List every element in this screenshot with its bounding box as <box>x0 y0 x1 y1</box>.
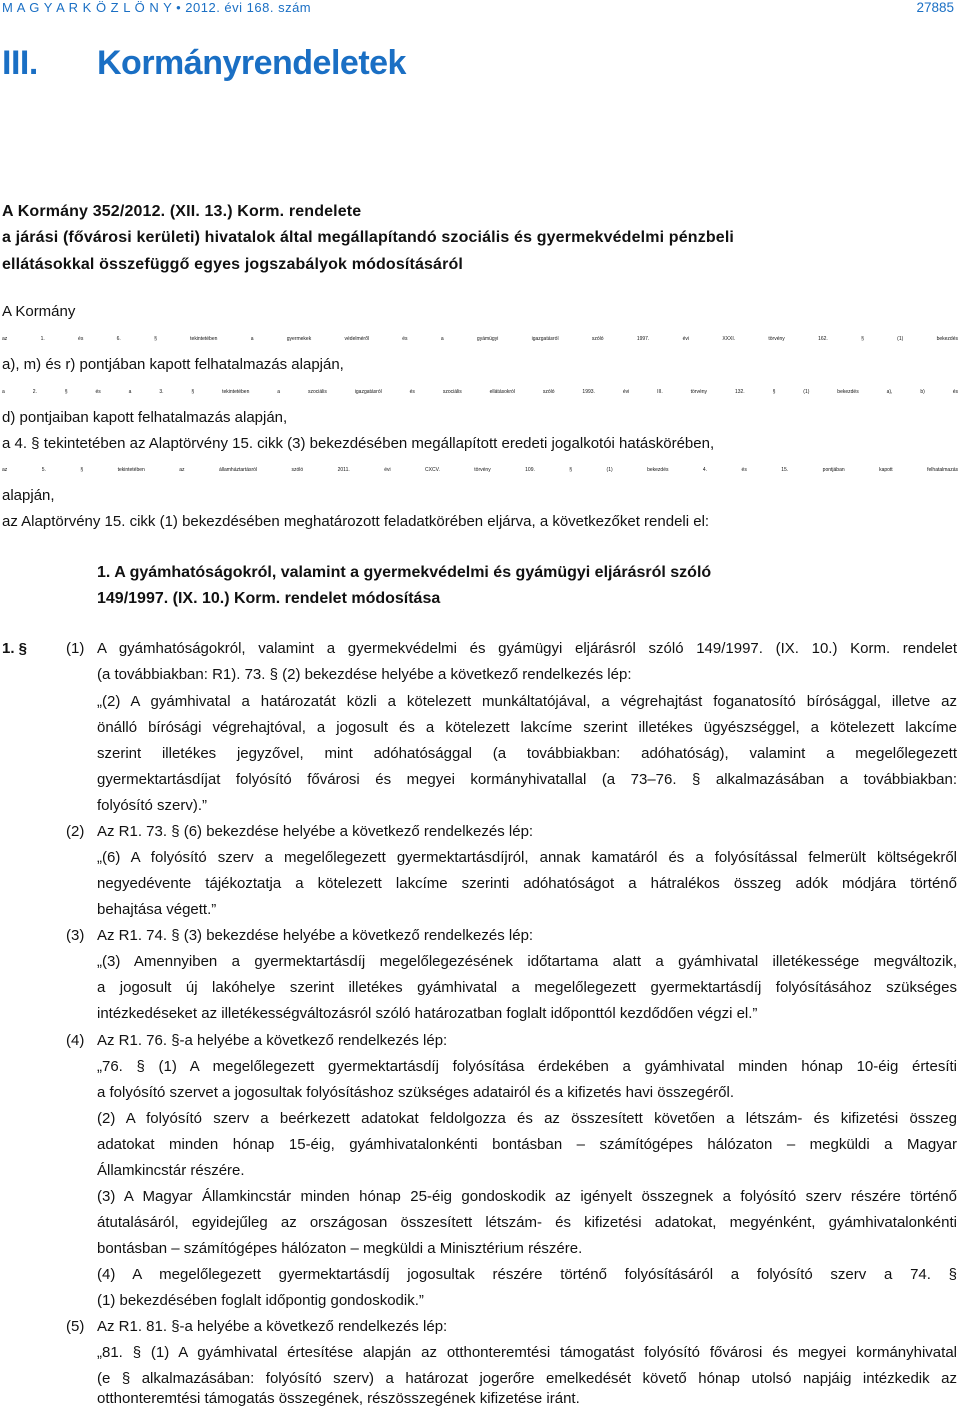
quoted-text-line: „(2) A gyámhivatal a határozatát közli a kötelezett munkáltatójával, a végrehajtást foganatosító bírósággal, illetve az <box>97 693 957 710</box>
preamble-line: a 2. § és a 3. § tekintetében a szociális igazgatásról és szociális ellátásokról szóló 1993. évi III. törvény 132. § (1) bekezdés a), b) és <box>2 389 958 395</box>
paragraph-mark: (5) <box>66 1318 85 1335</box>
preamble-line: az 5. § tekintetében az államháztartásról szóló 2011. évi CXCV. törvény 109. § (1) bekezdés 4. és 15. pontjában kapott felhatalmazás <box>2 467 958 473</box>
paragraph-mark: (4) <box>66 1032 85 1049</box>
quoted-text-line: behajtása végett.” <box>97 901 217 918</box>
article-number: 1. § <box>2 640 28 657</box>
quoted-text-line: a jogosult új lakóhelye szerint illetékes gyámhivatal a megelőlegezett gyermektartásdíj folyósításához szükséges <box>97 979 957 996</box>
quoted-text-line: (e § alkalmazásában: folyósító szerv) a határozat jogerőre emelkedését követő hónap utolsó napjáig intézkedik az <box>97 1370 957 1387</box>
paragraph-line: Az R1. 81. §-a helyébe a következő rendelkezés lép: <box>97 1318 448 1335</box>
chapter-heading-line-1: 1. A gyámhatóságokról, valamint a gyermekvédelmi és gyámügyi eljárásról szóló <box>97 564 712 581</box>
page-header <box>2 0 954 16</box>
preamble-line: a 4. § tekintetében az Alaptörvény 15. cikk (3) bekezdésében megállapított eredeti jogalkotói hatáskörében, <box>2 435 715 452</box>
preamble-line: a), m) és r) pontjában kapott felhatalmazás alapján, <box>2 356 344 373</box>
quoted-text-line: Államkincstár részére. <box>97 1162 245 1179</box>
page-number: 27885 <box>916 0 954 15</box>
quoted-text-line: szerint illetékes jegyzővel, mint adóhatósággal (a továbbiakban: adóhatóság), valamint a megelőlegezett <box>97 745 957 762</box>
paragraph-line: Az R1. 74. § (3) bekezdése helyébe a következő rendelkezés lép: <box>97 927 534 944</box>
quoted-text-line: negyedévente tájékoztatja a kötelezett lakcíme szerinti adóhatóságot a hátralékos összeg adók módjára történő <box>97 875 957 892</box>
paragraph-line: (a továbbiakban: R1). 73. § (2) bekezdése helyébe a következő rendelkezés lép: <box>97 666 632 683</box>
preamble-line: az 1. és 6. § tekintetében a gyermekek védelméről és a gyámügyi igazgatásról szóló 1997. évi XXXI. törvény 162. § (1) bekezdés <box>2 336 958 342</box>
paragraph-line: Az R1. 76. §-a helyébe a következő rendelkezés lép: <box>97 1032 448 1049</box>
quoted-text-line: (3) A Magyar Államkincstár minden hónap 25-éig gondoskodik az igényelt összegnek a folyósító szerv részére történő <box>97 1188 957 1205</box>
quoted-text-line: „76. § (1) A megelőlegezett gyermektartásdíj folyósítása érdekében a gyámhivatal minden hónap 10-éig értesíti <box>97 1058 957 1075</box>
quoted-text-line: gyermektartásdíjat folyósító fővárosi és megyei kormányhivatallal (a 73–76. § alkalmazásában a továbbiakban: <box>97 771 957 788</box>
quoted-text-line: otthonteremtési támogatás összegének, részösszegének kifizetése iránt. <box>97 1390 580 1407</box>
quoted-text-line: bontásban – számítógépes hálózaton – megküldi a Minisztérium részére. <box>97 1240 583 1257</box>
quoted-text-line: (2) A folyósító szerv a beérkezett adatokat feldolgozza és az összesített követően a létszám- és kifizetési összeg <box>97 1110 957 1127</box>
paragraph-mark: (2) <box>66 823 85 840</box>
quoted-text-line: (4) A megelőlegezett gyermektartásdíj jogosultak részére történő folyósításáról a folyósító szerv a 74. § <box>97 1266 957 1283</box>
section-number: III. <box>2 44 38 82</box>
paragraph-mark: (3) <box>66 927 85 944</box>
section-title: Kormányrendeletek <box>97 44 406 82</box>
preamble-line: alapján, <box>2 487 55 504</box>
paragraph-mark: (1) <box>66 640 85 657</box>
paragraph-line: A gyámhatóságokról, valamint a gyermekvédelmi és gyámügyi eljárásról szóló 149/1997. (IX. 10.) Korm. rendelet <box>97 640 957 657</box>
quoted-text-line: „81. § (1) A gyámhivatal értesítése alapján az otthonteremtési támogatást folyósító fővárosi és megyei kormányhivatal <box>97 1344 957 1361</box>
chapter-heading-line-2: 149/1997. (IX. 10.) Korm. rendelet módosítása <box>97 590 441 607</box>
quoted-text-line: átutalásáról, egyidejűleg az országosan összesített létszám- és kifizetési adatokat, megyénként, gyámhivatalonkénti <box>97 1214 957 1231</box>
quoted-text-line: önálló bírósági végrehajtóval, a jogosult és a kötelezett lakcíme szerint illetékes ügyészséggel, a kötelezett lakcíme <box>97 719 957 736</box>
quoted-text-line: folyósító szerv).” <box>97 797 208 814</box>
preamble-line: d) pontjaiban kapott felhatalmazás alapján, <box>2 409 288 426</box>
quoted-text-line: „(3) Amennyiben a gyermektartásdíj megelőlegezésének időtartama alatt a gyámhivatal illetékessége megváltozik, <box>97 953 957 970</box>
quoted-text-line: adatokat minden hónap 15-éig, gyámhivatalonkénti bontásban – számítógépes hálózaton – megküldi a Magyar <box>97 1136 957 1153</box>
quoted-text-line: intézkedéseket az illetékességváltozásról szóló határozatban foglalt időponttól kezdődően végzi el.” <box>97 1005 758 1022</box>
quoted-text-line: „(6) A folyósító szerv a megelőlegezett gyermektartásdíjról, annak kamatáról és a folyósítással felmerült költségekről <box>97 849 957 866</box>
preamble-opening: A Kormány <box>2 303 76 320</box>
paragraph-line: Az R1. 73. § (6) bekezdése helyébe a következő rendelkezés lép: <box>97 823 534 840</box>
quoted-text-line: a folyósító szervet a jogosultak folyósításhoz szükséges adatairól és a kifizetés havi összegéről. <box>97 1084 734 1101</box>
section-heading <box>2 44 406 83</box>
decree-title-line-1: A Kormány 352/2012. (XII. 13.) Korm. rendelete <box>2 203 362 220</box>
quoted-text-line: (1) bekezdésében foglalt időpontig gondoskodik.” <box>97 1292 424 1309</box>
preamble-line: az Alaptörvény 15. cikk (1) bekezdésében meghatározott feladatkörében eljárva, a következőket rendeli el: <box>2 513 710 530</box>
decree-title-line-2: a járási (fővárosi kerületi) hivatalok által megállapítandó szociális és gyermekvédelmi pénzbeli <box>2 229 735 246</box>
decree-title-line-3: ellátásokkal összefüggő egyes jogszabályok módosításáról <box>2 256 464 273</box>
publication-title: M A G Y A R K Ö Z L Ö N Y • 2012. évi 168. szám <box>2 0 312 15</box>
